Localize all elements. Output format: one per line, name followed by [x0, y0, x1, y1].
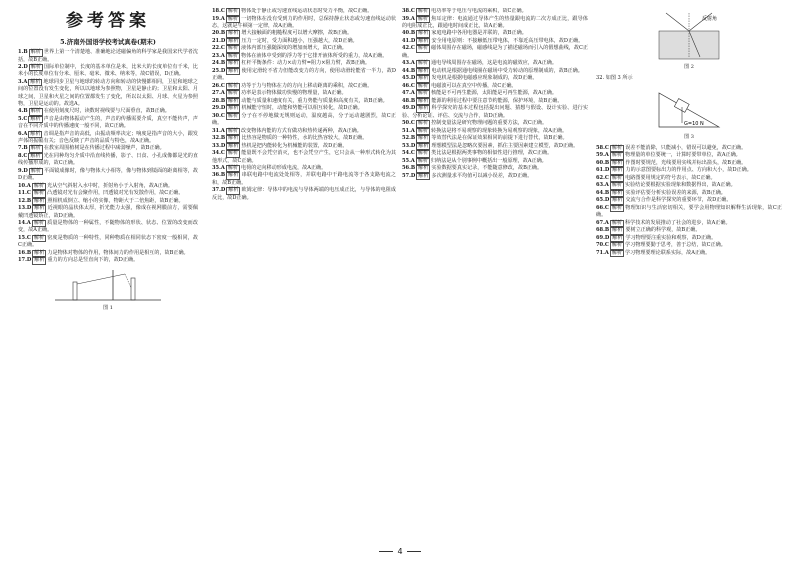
analysis-tag: 解析	[612, 189, 623, 196]
answer-number: 47.A	[402, 90, 415, 97]
mirror-diagram	[53, 268, 163, 302]
answer-item	[18, 168, 198, 183]
answer-item	[18, 257, 198, 265]
answer-text: 地球同步卫星与地球的转动方向和转动的快慢都相同，卫星和地球之间的位置没有发生变化，所以以地球为参照物，卫星是静止的；卫星和太阳、月球之间，卫星和火星之间的位置都发生了变化，所以以太阳、月球、火星为参照物，卫星是运动的。故选A。	[18, 78, 198, 107]
answer-text: 分子在不停地做无规则运动，温度越高，分子运动越剧烈，故C正确。	[212, 112, 396, 127]
answer-number: 50.C	[402, 120, 415, 127]
answer-text: 压力一定时，受力面积越小，压强越大，故D正确。	[241, 37, 358, 44]
answer-number: 43.A	[402, 60, 415, 67]
analysis-tag: 解析	[30, 145, 41, 152]
answer-number: 68.B	[596, 227, 610, 234]
answer-item	[212, 135, 396, 143]
answer-item	[596, 235, 782, 243]
answer-number: 12.B	[18, 197, 32, 204]
analysis-tag: 解析	[417, 127, 429, 134]
answer-text: 科学探究的基本过程包括提出问题、猜想与假设、设计实验、进行实验、分析论证、评估、交流与合作，故D正确。	[402, 105, 588, 119]
answer-number: 59.A	[596, 152, 609, 159]
answer-item	[402, 143, 588, 151]
answer-item	[212, 128, 396, 136]
answer-number: 28.B	[212, 97, 226, 104]
answer-number: 21.D	[212, 37, 226, 44]
analysis-tag: 解析	[227, 112, 239, 119]
analysis-tag: 解析	[227, 164, 239, 171]
answer-number: 2.D	[18, 63, 28, 70]
analysis-tag: 解析	[33, 182, 45, 189]
analysis-tag: 解析	[227, 82, 239, 89]
analysis-tag: 解析	[417, 45, 429, 52]
answer-item	[18, 190, 198, 198]
answer-number: 24.B	[212, 60, 226, 67]
answer-text: 实验结论要根据实验现象和数据得出，故A正确。	[625, 182, 736, 189]
answer-item	[402, 128, 588, 136]
answer-number: 55.A	[402, 157, 415, 164]
answer-text: 焦耳定律：电流通过导体产生的热量跟电流的二次方成正比，跟导体的电阻成正比，跟通电时间成正比，故A正确。	[402, 15, 588, 29]
answer-text: 电动机是根据通电线圈在磁场中受力转动的原理制成的，故B正确。	[431, 67, 583, 74]
analysis-tag: 解析	[228, 37, 239, 44]
answer-text: 学习物理要注重实验和观察，故D正确。	[625, 234, 717, 241]
answer-number: 4.B	[18, 108, 28, 115]
answer-item	[596, 182, 782, 190]
answer-number: 30.C	[212, 112, 225, 119]
answer-text: 学习物理要勤于思考，善于总结，故C正确。	[625, 242, 726, 249]
page-title: 参考答案	[66, 11, 150, 31]
answer-item	[18, 79, 198, 109]
question-32-lead: 32. 如图 3 所示	[596, 74, 633, 81]
answer-number: 62.C	[596, 174, 609, 181]
answer-list-1	[18, 49, 198, 265]
answer-text: 类比法是根据两类事物的相似性进行推理，故C正确。	[431, 150, 553, 157]
answer-item	[402, 120, 588, 128]
answer-number: 53.D	[402, 142, 416, 149]
answer-item	[212, 60, 396, 68]
answer-number: 67.A	[596, 219, 609, 226]
answer-text: 在使用刻度尺时，读数时视线要与尺面垂直，故B正确。	[43, 108, 170, 115]
analysis-tag: 解析	[228, 105, 239, 112]
column-2	[212, 8, 396, 543]
column-3	[402, 8, 588, 543]
answer-item	[212, 187, 396, 202]
answer-item	[18, 116, 198, 131]
analysis-tag: 解析	[418, 97, 429, 104]
answer-number: 65.D	[596, 197, 610, 204]
analysis-tag: 解析	[228, 135, 239, 142]
analysis-tag: 解析	[611, 242, 623, 249]
answer-list-4	[596, 145, 782, 257]
answer-item	[596, 242, 782, 250]
answer-number: 20.B	[212, 30, 226, 37]
answer-item	[18, 131, 198, 146]
answer-item	[18, 220, 198, 235]
answer-number: 5.C	[18, 115, 28, 122]
analysis-tag: 解析	[418, 105, 429, 112]
column-1	[18, 8, 198, 543]
answer-text: 质量是物体的一种属性，不随物体的形状、状态、位置的改变而改变，故A正确。	[18, 219, 198, 234]
answer-item	[18, 235, 198, 250]
analysis-tag: 解析	[612, 167, 623, 174]
analysis-tag: 解析	[611, 144, 623, 151]
analysis-tag: 解析	[34, 249, 45, 256]
analysis-tag: 解析	[30, 152, 41, 159]
answer-text: 物体处于静止或匀速直线运动状态时受力平衡，故C正确。	[241, 8, 373, 14]
analysis-tag: 解析	[418, 165, 429, 172]
reflection-diagram	[654, 11, 724, 61]
analysis-tag: 解析	[228, 60, 239, 67]
answer-number: 40.B	[402, 30, 416, 37]
answer-number: 6.A	[18, 130, 28, 137]
answer-number: 15.C	[18, 234, 31, 241]
answer-item	[596, 205, 782, 220]
answer-text: 作图时要规范，光线要用实线并标出箭头，故B正确。	[625, 159, 747, 166]
analysis-tag: 解析	[33, 190, 45, 197]
answer-item	[402, 135, 588, 143]
answer-text: 改变物体内能的方式有做功和热传递两种，故A正确。	[241, 127, 362, 134]
answer-item	[402, 45, 588, 60]
answer-text: 归纳法是从个别事例中概括出一般原理，故A正确。	[431, 157, 547, 164]
answer-number: 33.D	[212, 142, 226, 149]
answer-item	[212, 30, 396, 38]
analysis-tag: 解析	[227, 8, 239, 14]
answer-text: 力的示意图要标出力的作用点、方向和大小，故D正确。	[625, 167, 752, 174]
answer-text: 转换法是将不易观察的现象转换为易观察的现象，故A正确。	[431, 127, 568, 134]
answer-text: 机械能守恒时，动能和势能可以相互转化，故D正确。	[241, 105, 363, 112]
answer-item	[212, 90, 396, 98]
answer-number: 41.D	[402, 37, 416, 44]
answer-text: 等效替代法是在保证效果相同的前提下进行替代，故B正确。	[431, 135, 568, 142]
answer-text: 在教室周围植树是在传播过程中减弱噪声，故B正确。	[43, 145, 165, 152]
answer-number: 3.A	[18, 78, 28, 85]
answer-list-3	[402, 8, 588, 180]
answer-number: 27.A	[212, 90, 225, 97]
answer-item	[18, 49, 198, 64]
answer-item	[402, 8, 588, 16]
answer-item	[402, 165, 588, 173]
analysis-tag: 解析	[417, 157, 429, 164]
answer-text: 能源的利用过程中要注意节约能源，保护环境，故B正确。	[431, 97, 563, 104]
answer-text: 物理量的单位要统一，计算时要带单位，故A正确。	[625, 152, 741, 159]
answer-text: 电路图要用规定的符号表示，故C正确。	[625, 174, 716, 181]
answer-text: 物理知识与生活密切相关，要学会用物理知识解释生活现象，故C正确。	[596, 204, 782, 219]
analysis-tag: 解析	[33, 219, 45, 226]
answer-number: 29.D	[212, 105, 226, 112]
column-4	[596, 8, 782, 543]
analysis-tag: 解析	[612, 197, 623, 204]
analysis-tag: 解析	[228, 97, 239, 104]
answer-text: 凸透镜对光有会聚作用，凹透镜对光有发散作用，故C正确。	[47, 190, 184, 197]
answer-item	[596, 250, 782, 258]
answer-item	[212, 105, 396, 113]
answer-item	[402, 173, 588, 181]
answer-item	[18, 153, 198, 168]
answer-text: 比热容是物质的一种特性，水的比热容较大，故B正确。	[241, 135, 368, 142]
analysis-tag: 解析	[30, 108, 41, 115]
answer-text: 安全用电原则：不接触低压带电体，不靠近高压带电体，故D正确。	[431, 37, 584, 44]
analysis-tag: 解析	[228, 142, 239, 149]
answer-text: 功等于力与物体在力的方向上移动距离的乘积，故C正确。	[241, 82, 373, 89]
analysis-tag: 解析	[30, 115, 41, 122]
analysis-tag: 解析	[611, 182, 623, 189]
answer-number: 31.A	[212, 127, 225, 134]
answer-text: 家庭电路中各用电器是并联的，故B正确。	[431, 30, 527, 37]
analysis-tag: 解析	[417, 150, 429, 157]
analysis-tag: 解析	[418, 135, 429, 142]
analysis-tag: 解析	[227, 90, 239, 97]
answer-text: 多次测量求平均值可以减小误差，故D正确。	[431, 172, 533, 179]
answer-text: 世界上第一个清楚地、准确地论述磁偏角的科学家是我国宋代学者沈括，故B正确。	[18, 49, 198, 63]
analysis-tag: 解析	[418, 30, 429, 37]
answer-number: 16.B	[18, 249, 32, 256]
answer-text: 光从空气斜射入水中时，折射角小于入射角，故A正确。	[47, 182, 173, 189]
answer-item	[18, 250, 198, 258]
answer-text: 密度是物质的一种特性，同种物质在相同状态下密度一般相同，故C正确。	[18, 234, 198, 249]
answer-text: 理想模型法是忽略次要因素，抓住主要因素建立模型，故D正确。	[431, 142, 579, 149]
figure-3-caption: 图 3	[684, 134, 694, 141]
answer-number: 37.D	[212, 187, 226, 194]
analysis-tag: 解析	[612, 227, 623, 234]
analysis-tag: 解析	[34, 205, 45, 212]
answer-number: 17.D	[18, 257, 32, 264]
answer-number: 39.A	[402, 15, 415, 22]
analysis-tag: 解析	[418, 142, 429, 149]
answer-number: 63.A	[596, 182, 609, 189]
answer-number: 23.A	[212, 52, 225, 59]
answer-text: 力是物体对物体的作用，物体间力的作用是相互的，故B正确。	[47, 249, 189, 256]
answer-text: 发电机是根据电磁感应现象制成的，故D正确。	[431, 75, 538, 82]
answer-number: 7.B	[18, 145, 28, 152]
answer-number: 71.A	[596, 249, 609, 256]
answer-number: 46.C	[402, 82, 415, 89]
answer-item	[212, 143, 396, 151]
answer-text: 科学技术的发展推动了社会的进步，故A正确。	[625, 219, 731, 226]
answer-item	[212, 45, 396, 53]
answer-text: 声音是由物体振动产生的，声音的传播需要介质，真空不能传声，声音在不同介质中的传播速度一般不同，故C正确。	[18, 115, 198, 130]
answer-text: 电荷的定向移动形成电流，故A正确。	[241, 164, 327, 171]
answer-text: 光在同种均匀介质中沿直线传播，影子、日食、小孔成像都是光的直线传播形成的，故C正确。	[18, 152, 198, 167]
answer-number: 51.A	[402, 127, 415, 134]
answer-item	[212, 16, 396, 31]
answer-text: 国际单位制中，长度的基本单位是米，比米大的长度单位有千米，比米小的长度单位有分米、厘米、毫米、微米、纳米等，故C错误，D正确。	[18, 63, 198, 78]
answer-number: 60.B	[596, 159, 610, 166]
answer-number: 26.C	[212, 82, 225, 89]
figure-2-caption: 图 2	[684, 64, 694, 71]
answer-number: 70.C	[596, 242, 609, 249]
answer-item	[402, 90, 588, 98]
figure-1-caption: 图 1	[103, 304, 113, 311]
answer-item	[18, 108, 198, 116]
answer-item	[596, 167, 782, 175]
answer-number: 61.D	[596, 167, 610, 174]
answer-text: 磁体周围存在磁场，磁感线是为了描述磁场而引入的假想曲线，故C正确。	[402, 45, 588, 59]
answer-number: 8.C	[18, 152, 28, 159]
answer-item	[18, 183, 198, 191]
analysis-tag: 解析	[418, 172, 429, 179]
answer-text: 使用定滑轮不省力但能改变力的方向，使用动滑轮能省一半力，故D正确。	[212, 67, 396, 82]
answer-text: 一切物体在没有受到力的作用时，总保持静止状态或匀速直线运动状态，这就是牛顿第一定律，故A正确。	[212, 15, 396, 29]
analysis-tag: 解析	[417, 90, 429, 97]
answer-text: 欧姆定律：导体中的电流与导体两端的电压成正比，与导体的电阻成反比，故D正确。	[212, 187, 396, 201]
answer-number: 19.A	[212, 15, 225, 22]
analysis-tag: 解析	[228, 67, 239, 74]
answer-number: 49.D	[402, 105, 416, 112]
answer-number: 14.A	[18, 219, 31, 226]
answer-number: 69.D	[596, 234, 610, 241]
answer-number: 52.B	[402, 135, 416, 142]
answer-number: 38.C	[402, 8, 415, 14]
analysis-tag: 解析	[417, 120, 429, 127]
answer-text: 热机是把内能转化为机械能的装置，故D正确。	[241, 142, 348, 149]
answer-item	[402, 30, 588, 38]
analysis-tag: 解析	[611, 219, 623, 226]
answer-item	[402, 75, 588, 83]
analysis-tag: 解析	[418, 75, 429, 82]
answer-item	[212, 172, 396, 187]
analysis-tag: 解析	[30, 167, 41, 174]
analysis-tag: 解析	[34, 197, 45, 204]
answer-number: 57.D	[402, 172, 416, 179]
answer-number: 36.B	[212, 172, 226, 179]
reflection-angle-label: 反射角	[702, 16, 718, 22]
answer-item	[212, 68, 396, 83]
analysis-tag: 解析	[417, 15, 429, 22]
answer-text: 杠杆平衡条件：动力×动力臂=阻力×阻力臂，故B正确。	[241, 60, 370, 67]
answer-item	[212, 150, 396, 165]
incline-diagram	[654, 85, 724, 131]
analysis-tag: 解析	[30, 49, 41, 55]
analysis-tag: 解析	[228, 30, 239, 37]
answer-number: 58.C	[596, 144, 609, 151]
answer-number: 9.D	[18, 167, 28, 174]
analysis-tag: 解析	[228, 172, 239, 179]
answer-text: 平面镜成像时，像与物体大小相等，像与物体到镜面的距离相等，故D正确。	[18, 167, 198, 182]
analysis-tag: 解析	[611, 174, 623, 181]
analysis-tag: 解析	[612, 159, 623, 166]
analysis-tag: 解析	[611, 204, 623, 211]
answer-item	[212, 8, 396, 16]
analysis-tag: 解析	[417, 60, 429, 67]
answer-number: 32.B	[212, 135, 226, 142]
answer-text: 电磁波可以在真空中传播，故C正确。	[431, 82, 517, 89]
analysis-tag: 解析	[612, 234, 623, 241]
analysis-tag: 解析	[30, 78, 41, 85]
answer-number: 10.A	[18, 182, 31, 189]
answer-number: 44.B	[402, 67, 416, 74]
answer-number: 1.B	[18, 49, 28, 55]
answer-number: 13.D	[18, 205, 32, 212]
answer-list-2	[212, 8, 396, 202]
answer-number: 54.C	[402, 150, 415, 157]
answer-item	[596, 227, 782, 235]
answer-number: 11.C	[18, 190, 31, 197]
answer-item	[402, 150, 588, 158]
answer-text: 交流与合作是科学探究的重要环节，故D正确。	[625, 197, 732, 204]
answer-number: 45.D	[402, 75, 416, 82]
answer-text: 实验数据要真实记录，不能随意修改，故B正确。	[431, 165, 543, 172]
analysis-tag: 解析	[30, 63, 41, 70]
answer-text: 电功率等于电压与电流的乘积，故C正确。	[431, 8, 527, 14]
answer-number: 56.B	[402, 165, 416, 172]
analysis-tag: 解析	[227, 127, 239, 134]
analysis-tag: 解析	[417, 8, 429, 14]
analysis-tag: 解析	[611, 152, 623, 159]
analysis-tag: 解析	[228, 187, 239, 194]
answer-number: 64.B	[596, 189, 610, 196]
analysis-tag: 解析	[33, 234, 45, 241]
analysis-tag: 解析	[611, 249, 623, 256]
exam-subtitle: 5.济南外国语学校考试真卷(期末)	[60, 38, 156, 46]
answer-item	[18, 205, 198, 220]
answer-text: 照相机成倒立、缩小的实像，物距大于二倍焦距，故B正确。	[47, 197, 184, 204]
answer-text: 误差不能消除，只能减小，错误可以避免，故C正确。	[625, 144, 747, 151]
analysis-tag: 解析	[417, 82, 429, 89]
answer-item	[402, 158, 588, 166]
answer-text: 近视眼的晶状体太厚，折光能力太强，像成在视网膜前方，需要佩戴凹透镜矫正，故D正确。	[18, 205, 198, 219]
analysis-tag: 解析	[227, 45, 239, 52]
answer-item	[18, 198, 198, 206]
answer-item	[596, 197, 782, 205]
analysis-tag: 解析	[227, 15, 239, 22]
answer-number: 35.A	[212, 164, 225, 171]
answer-text: 物体在液体中受到的浮力等于它排开液体所受的重力，故A正确。	[241, 52, 388, 59]
answer-text: 重力的方向总是竖直向下的，故D正确。	[47, 257, 139, 264]
answer-text: 要树立正确的科学观，故B正确。	[625, 227, 701, 234]
answer-number: 25.D	[212, 67, 226, 74]
answer-item	[212, 113, 396, 128]
answer-text: 能量既不会凭空消灭，也不会凭空产生，它只会从一种形式转化为其他形式，故C正确。	[212, 150, 396, 164]
answer-item	[18, 145, 198, 153]
answer-item	[596, 220, 782, 228]
analysis-tag: 解析	[418, 37, 429, 44]
weight-label: G=10 N	[684, 121, 704, 128]
figure-2	[596, 11, 782, 72]
answer-text: 串联电路中电流处处相等，并联电路中干路电流等于各支路电流之和，故B正确。	[212, 172, 396, 186]
answer-number: 18.C	[212, 8, 225, 14]
answer-item	[402, 60, 588, 68]
answer-number: 22.C	[212, 45, 225, 52]
answer-text: 音调是指声音的高低，由振动频率决定；响度是指声音的大小，跟发声体的振幅有关；音色反映了声音的品质与特色，故A正确。	[18, 130, 198, 145]
answer-item	[18, 64, 198, 79]
page-number: 4	[0, 547, 800, 556]
answer-text: 液体内部压强随深度的增加而增大，故C正确。	[241, 45, 347, 52]
answer-item	[402, 105, 588, 120]
answer-number: 34.C	[212, 150, 225, 157]
analysis-tag: 解析	[227, 52, 239, 59]
answer-text: 控制变量法是研究物理问题的重要方法，故C正确。	[431, 120, 548, 127]
figure-1	[18, 268, 198, 313]
answer-text: 动能与质量和速度有关，重力势能与质量和高度有关，故B正确。	[241, 97, 388, 104]
analysis-tag: 解析	[227, 150, 239, 157]
answer-item	[596, 152, 782, 160]
answer-text: 增大接触面的粗糙程度可以增大摩擦，故B正确。	[241, 30, 353, 37]
analysis-tag: 解析	[30, 130, 41, 137]
answer-number: 66.C	[596, 204, 609, 211]
answer-text: 通电导线周围存在磁场，这是电流的磁效应，故A正确。	[431, 60, 557, 67]
answer-text: 学习物理要理论联系实际，故A正确。	[625, 249, 711, 256]
answer-number: 42.C	[402, 45, 415, 52]
answer-text: 核能是不可再生能源，太阳能是可再生能源，故A正确。	[431, 90, 557, 97]
answer-text: 功率是表示物体做功快慢的物理量，故A正确。	[241, 90, 347, 97]
analysis-tag: 解析	[418, 67, 429, 74]
answer-text: 实验评估要分析实验误差的来源，故B正确。	[625, 189, 726, 196]
analysis-tag: 解析	[34, 257, 45, 264]
figure-3	[596, 85, 782, 142]
answer-item	[402, 16, 588, 31]
answer-number: 48.B	[402, 97, 416, 104]
